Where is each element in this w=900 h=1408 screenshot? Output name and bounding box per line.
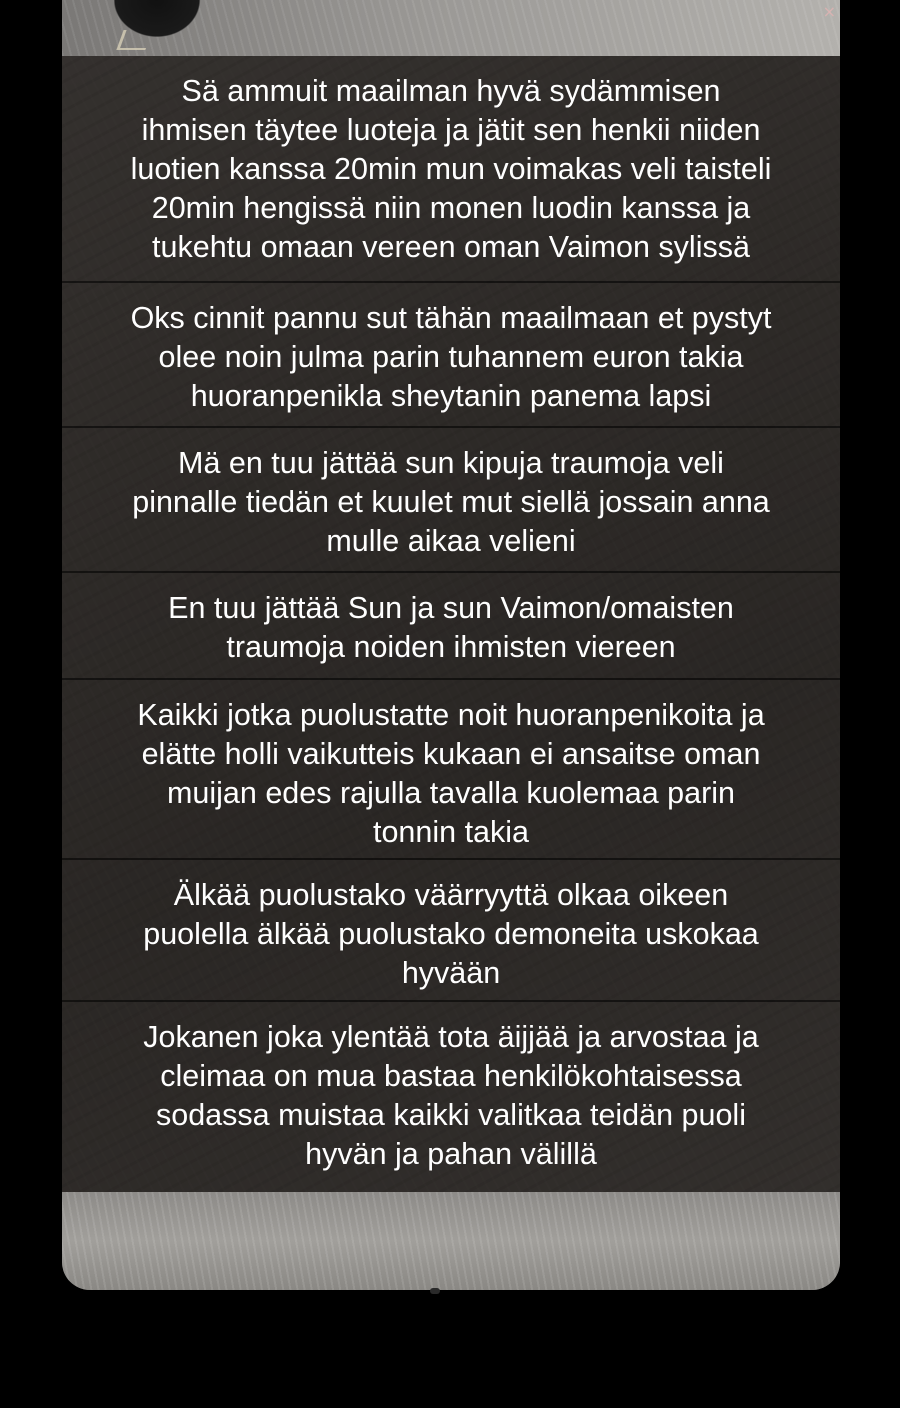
caption-line: pinnalle tiedän et kuulet mut siellä jossain anna: [132, 485, 770, 519]
caption-block-4: [62, 573, 840, 680]
caption-block-2: [62, 283, 840, 428]
bag-strap-mark: [116, 30, 152, 50]
caption-line: 20min hengissä niin monen luodin kanssa ja: [151, 191, 751, 225]
caption-line: sodassa muistaa kaikki valitkaa teidän puoli: [156, 1098, 746, 1132]
caption-line: puolella älkää puolustako demoneita uskokaa: [143, 917, 759, 951]
background-photo-top: [62, 0, 840, 56]
caption-line: Älkää puolustako väärryyttä olkaa oikeen: [173, 878, 729, 912]
caption-line: mulle aikaa velieni: [326, 524, 576, 558]
caption-blocks: [62, 56, 840, 1192]
caption-line: traumoja noiden ihmisten viereen: [226, 630, 676, 664]
caption-block-1: [62, 56, 840, 283]
caption-line: Oks cinnit pannu sut tähän maailmaan et pystyt: [130, 301, 772, 335]
caption-line: Sä ammuit maailman hyvä sydämmisen: [181, 74, 721, 108]
caption-line: Kaikki jotka puolustatte noit huoranpenikoita ja: [137, 698, 765, 732]
caption-line: muijan edes rajulla tavalla kuolemaa parin: [167, 776, 735, 810]
caption-block-5: [62, 680, 840, 860]
caption-line: Jokanen joka ylentää tota äijjää ja arvostaa ja: [143, 1020, 759, 1054]
caption-line: hyvän ja pahan välillä: [305, 1137, 597, 1171]
caption-line: En tuu jättää Sun ja sun Vaimon/omaisten: [168, 591, 734, 625]
caption-block-3: [62, 428, 840, 573]
caption-line: tukehtu omaan vereen oman Vaimon sylissä: [152, 230, 750, 264]
home-indicator: [430, 1288, 440, 1294]
caption-line: hyvään: [401, 956, 501, 990]
close-icon[interactable]: ×: [822, 2, 836, 21]
caption-line: olee noin julma parin tuhannem euron takia: [158, 340, 744, 374]
caption-line: luotien kanssa 20min mun voimakas veli taisteli: [130, 152, 772, 186]
caption-line: cleimaa on mua bastaa henkilökohtaisessa: [160, 1059, 742, 1093]
caption-block-6: [62, 860, 840, 1002]
caption-line: tonnin takia: [373, 815, 529, 849]
caption-line: huoranpenikla sheytanin panema lapsi: [190, 379, 712, 413]
story-card[interactable]: [62, 0, 840, 1290]
caption-line: Mä en tuu jättää sun kipuja traumoja veli: [178, 446, 724, 480]
caption-line: ihmisen täytee luoteja ja jätit sen henkii niiden: [141, 113, 761, 147]
caption-line: elätte holli vaikutteis kukaan ei ansaitse oman: [141, 737, 761, 771]
caption-block-7: [62, 1002, 840, 1192]
background-photo-bottom: [62, 1192, 840, 1290]
